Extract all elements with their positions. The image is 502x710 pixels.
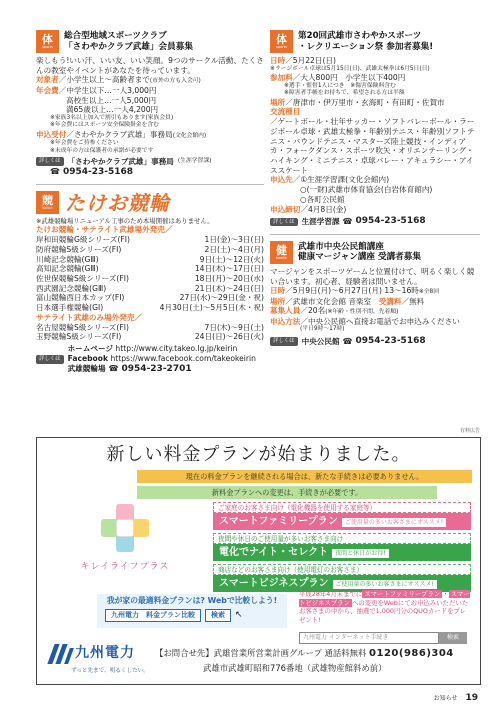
phone-icon: ☎	[342, 216, 353, 226]
race-row: 西武園記念競輪(GⅢ) 21日(木)～24日(日)	[36, 283, 264, 293]
recreation-fee: 参加料／大人800円 小学生以下400円	[270, 73, 406, 83]
keirin-fb-link[interactable]: https://www.facebook.com/takeokeirin	[110, 353, 256, 363]
keirin-outside-list	[36, 235, 264, 313]
race-row: 日本選手権競輪(GⅠ) 4月30日(土)～5月5日(木・祝)	[36, 303, 264, 313]
kyuden-mark-icon	[47, 644, 71, 664]
health-detail: 詳しくは 中央公民館 ☎ 0954-23-5168	[270, 336, 480, 348]
sports-club-target: 対象者／小学生以上～高齢者まで(市外の方も入会可)	[36, 75, 201, 85]
plan-denka-night: 夜間や休日のご使用量が多いお客さま向け 電化でナイト・セレクト 夜間と休日がお得!	[213, 533, 471, 561]
health-header	[270, 241, 480, 264]
page-footer: お知らせ 19	[433, 693, 478, 703]
sports-club-tel: ☎ 0954-23-5168	[50, 166, 134, 177]
keirin-section	[36, 191, 264, 375]
health-capacity: 募集人員／20名(※年齢・性別不問、先着順)	[270, 306, 399, 316]
race-row: 岸和田競輪G級シリーズ(FⅠ) 1日(金)～3日(日)	[36, 235, 264, 245]
ad-banner-change: 新料金プランへの変更は、手続きが必要です。	[137, 486, 437, 499]
phone-icon: ☎	[342, 336, 353, 346]
race-row: 名古屋競輪S級シリーズ(FⅠ) 7日(木)～9日(土)	[36, 322, 264, 332]
sports-club-apply: 申込受付／さわやかクラブ武雄」事務局(文化会館内) ※年会費をご持参ください ※未成年の方は保護者の承諾が必要です	[36, 129, 207, 154]
sports-badge-icon: 体 sports	[270, 30, 293, 53]
recreation-section: 体 sports 第20回武雄市さわやかスポーツ ・レクリエーション祭 参加者募集! 日時／5月22日(日) ※ラージボール卓球は5月15日(日)、武雄太極拳は6月5日(日) 参加料／大人800円 小学生以下400円 ※選手・監督1人につき ※傷害保険料含む ※障害者手帳をお持ちで、希望される方は半額 場所／唐津市・伊万里市・玄海町・有田町・佐賀市 交流種目 ／ゲートボール・壮年サッカー・ソフトバレーボール・ラージボール卓球・武雄太極拳・年齢別テニス・年齢別ソフトテニス・バウンドテニス・マスターズ陸上競技・インディアカ・フォークダンス・スポーツ吹矢・オリエンテーリング・ハイキング・ミニテニス・卓球バレー・アキュラシー・アイススケート 申込先／①生涯学習課(文化会館内) ○(一財)武雄市体育協会(白岩体育館内) ○各町公民館 申込締切／4月8日(金) 詳しくは 生涯学習課 ☎ 0954-23-5168	[270, 30, 480, 228]
plan-smart-family: ご家庭のお客さま向け（電化機器を使用する家庭等） スマートファミリープラン ご使用量の多いお客さまにオススメ!	[213, 502, 471, 530]
health-title: 武雄市中央公民館講座 健康マージャン講座 受講者募集	[298, 241, 421, 263]
sports-club-header	[36, 30, 264, 53]
health-badge-icon: 健 health	[270, 241, 293, 264]
ad-banner-continue: 現在の料金プランを継続される場合は、新たな手続きは必要ありません。	[137, 470, 472, 483]
contact-info: 【お問合せ先】武雄営業所営業計画グループ 通話料無料 0120(986)304 武雄市武雄町昭和776番地（武雄物産館斜め前）	[155, 648, 454, 673]
plan-compare-box: 我が家の最適料金プランは? Webで比較しよう! 九州電力 料金プラン比較 検索 ↖	[97, 594, 287, 628]
sports-badge-icon: 体 sports	[36, 30, 59, 53]
compare-search-button[interactable]: 検索	[205, 609, 231, 622]
race-row: 川崎記念競輪(GⅢ) 9日(土)～12日(火)	[36, 254, 264, 264]
race-row: 防府競輪S級シリーズ(FⅠ) 2日(土)～4日(月)	[36, 244, 264, 254]
ad-corner-label: 有料広告	[459, 428, 480, 434]
recreation-apply: 申込先／①生涯学習課(文化会館内) ○(一財)武雄市体育協会(白岩体育館内) ○各町公民館	[270, 175, 433, 204]
keirin-fb: Facebook https://www.facebook.com/takeokeirin	[67, 353, 256, 363]
recreation-header	[270, 30, 480, 53]
ad-headline: 新しい料金プランが始まりました。	[106, 444, 411, 465]
campaign-text: 平成28年4月末までに スマートファミリープラン ・ スマートビジネスプラン への変更をWebにてお申込みいただいたお客さまの中から、抽選で1,000円分のQUOカードをプレゼント!	[299, 590, 470, 624]
keirin-detail: 詳しくは ホームページ http://www.city.takeo.lg.jp/keirin Facebook https://www.facebook.com/takeokeirin 武雄競輪場 ☎ 0954-23-2701	[36, 344, 264, 375]
keirin-satellite-label: サテライト武雄のみ場外発売／	[36, 312, 143, 322]
plan-smart-business: 商店などのお客さま向け（使用電灯のお客さま） スマートビジネスプラン ご使用量の多いお客さまにオススメ!	[213, 564, 471, 592]
recreation-title: 第20回武雄市さわやかスポーツ ・レクリエーション祭 参加者募集!	[298, 31, 434, 52]
recreation-events: 交流種目 ／ゲートボール・壮年サッカー・ソフトバレーボール・ラージボール卓球・武雄太極拳・年齢別テニス・年齢別ソフトテニス・バウンドテニス・マスターズ陸上競技・インディアカ・フォークダンス・スポーツ吹矢・オリエンテーリング・ハイキング・ミニテニス・卓球バレー・アキュラシー・アイススケート	[270, 107, 475, 175]
right-column	[270, 30, 480, 347]
keirin-hp: ホームページ http://www.city.takeo.lg.jp/keirin	[67, 344, 238, 354]
sports-club-intro: 楽しもう!いい汗、いい友、いい笑顔。9つのサークル活動、たくさんの教室やイベントがあなたを待っています。	[36, 56, 264, 75]
divider	[36, 184, 264, 185]
phone-icon: ☎	[50, 167, 60, 177]
keirin-renewal-note: ※武雄競輪場リニューアル工事のため本場開催はありません。	[36, 217, 214, 226]
keirin-outside-label: たけお競輪・サテライト武雄場外発売／	[36, 225, 173, 235]
phone-icon: ☎	[108, 364, 119, 374]
keirin-hp-link[interactable]: http://www.city.takeo.lg.jp/keirin	[115, 344, 238, 354]
sports-club-section	[36, 30, 264, 178]
health-intro: マージャンをスポーツゲームと位置付けて、明るく楽しく競い合います。初心者、経験者は問いません。	[270, 266, 475, 286]
sports-club-detail: 詳しくは 「さわやかクラブ武雄」事務局 (生涯学習課)	[36, 157, 264, 167]
keirin-logo: たけお競輪	[65, 190, 170, 215]
recreation-date-note: ※ラージボール卓球は5月15日(日)、武雄太極拳は6月5日(日)	[270, 65, 430, 72]
kyuden-slogan: ずっと先まで、明るくしたい。	[71, 668, 149, 674]
recreation-date: 日時／5月22日(日)	[270, 56, 336, 65]
compare-search-input[interactable]: 九州電力 料金プラン比較	[105, 609, 201, 622]
keirin-badge-icon: 競 Keirin	[36, 191, 59, 214]
cursor-icon: ↖	[235, 609, 243, 620]
health-date: 日時／5月9日(月)～6月27日(月) 13～16時※全8回	[270, 286, 440, 296]
race-row: 富山競輪西日本カップ(FⅠ) 27日(水)～29日(金・祝)	[36, 293, 264, 303]
kirei-life-logo: キレイライフプラス	[49, 502, 201, 600]
race-row: 高知記念競輪(GⅢ) 14日(木)～17日(日)	[36, 264, 264, 274]
recreation-place: 場所／唐津市・伊万里市・玄海町・有田町・佐賀市	[270, 97, 445, 107]
race-row: 佐世保競輪S級シリーズ(FⅠ) 18日(月)～20日(水)	[36, 274, 264, 284]
kyuden-ad	[36, 437, 481, 685]
web-search-input[interactable]: 九州電力 インターネット手続き	[299, 632, 439, 644]
recreation-deadline: 申込締切／4月8日(金)	[270, 204, 347, 214]
race-row: 玉野競輪S級シリーズ(FⅠ) 24日(日)～26日(火)	[36, 332, 264, 342]
recreation-detail: 詳しくは 生涯学習課 ☎ 0954-23-5168	[270, 216, 480, 228]
kyuden-logo: 九州電力	[47, 644, 135, 664]
health-place: 場所／武雄市文化会館 音楽室 受講料／無料	[270, 296, 425, 306]
keirin-satellite-list	[36, 323, 264, 342]
flower-icon	[101, 504, 149, 552]
keirin-header	[36, 191, 264, 214]
sports-club-title: 総合型地域スポーツクラブ 「さわやかクラブ武雄」会員募集	[64, 31, 193, 52]
sports-club-fee: 年会費／中学生以下…一人3,000円 高校生以上…一人5,000円 満65歳以上…一人4,200円 ※家族3名以上加入で割引もあります(家族会員) ※年会費にはスポーツ安全保険掛金を含む	[36, 85, 174, 129]
left-column	[36, 30, 264, 375]
divider	[270, 234, 480, 235]
keirin-tel: 武雄競輪場 ☎ 0954-23-2701	[67, 363, 192, 374]
health-section	[270, 241, 480, 348]
web-search-button[interactable]: 検索	[439, 632, 467, 644]
health-apply: 申込方法／中央公民館へ直接お電話でお申込みください (平日9時～17時)	[270, 316, 460, 333]
page-number: 19	[465, 693, 478, 703]
